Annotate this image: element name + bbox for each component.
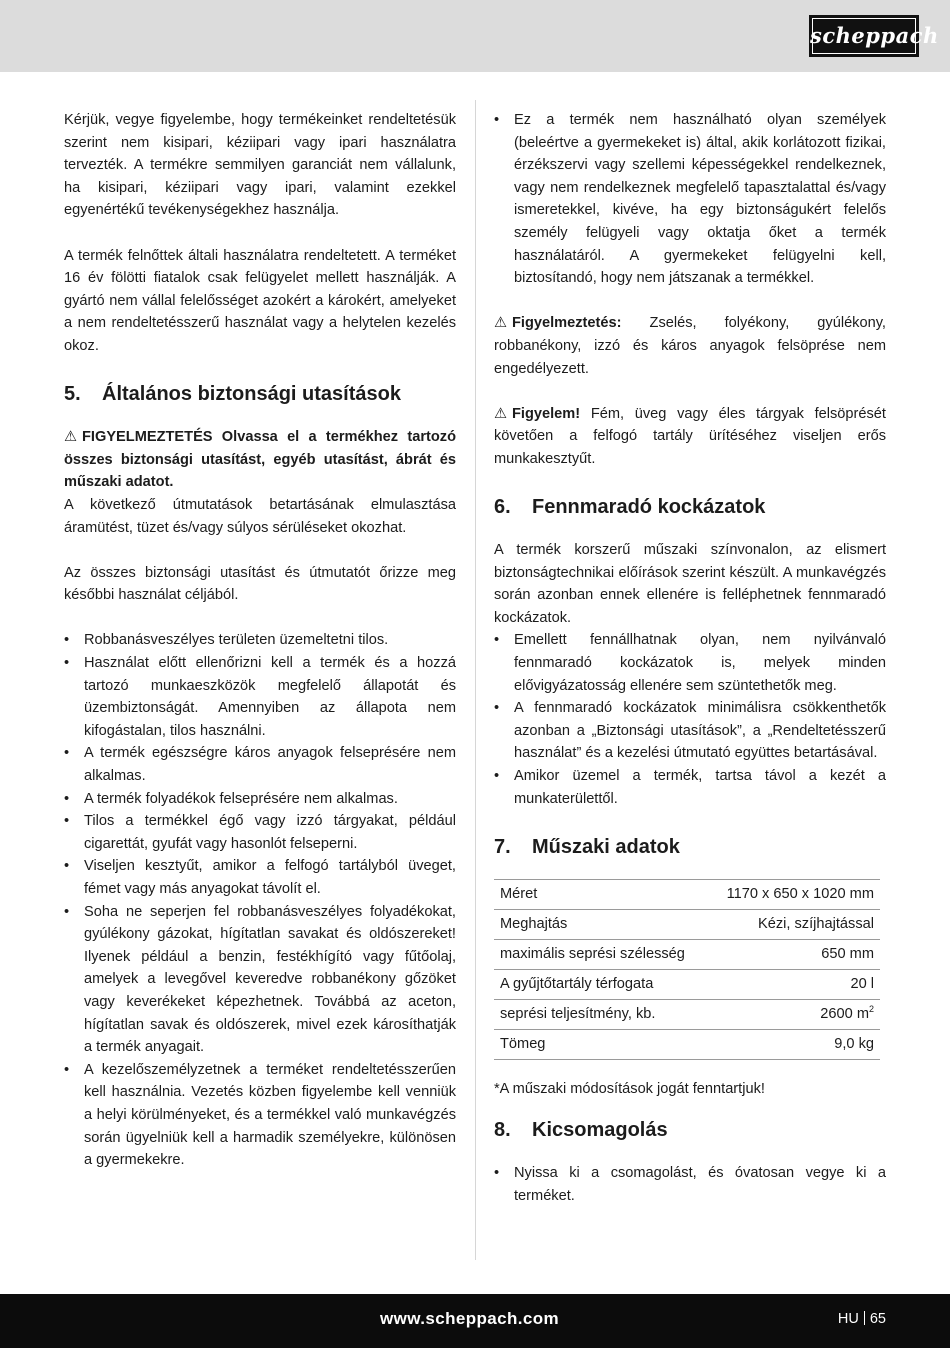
section-heading-5	[64, 380, 456, 408]
safety-bullet-list	[64, 629, 456, 1171]
website-url: www.scheppach.com	[380, 1309, 560, 1328]
page-number: 65	[869, 1311, 886, 1327]
table-row	[494, 939, 880, 969]
section-heading-8	[494, 1116, 886, 1144]
section-heading-6	[494, 493, 886, 521]
technical-data-table	[494, 879, 880, 1060]
table-row	[494, 1029, 880, 1059]
superscript: 2	[868, 1004, 874, 1015]
list-item: • Emellett fennállhatnak olyan, nem nyilvánvaló fennmaradó kockázatok is, melyek minden elővigyázatosság ellenére sem szüntethetők meg.	[494, 629, 886, 697]
section-title: Kicsomagolás	[532, 1119, 668, 1142]
paragraph-intended-use: Kérjük, vegye figyelembe, hogy termékeinket rendeltetésük szerint nem kisipari, kéziipari vagy ipari használatra tervezték. A termékre semmilyen garanciát nem vállalunk, ha kisipari, kéziipari vagy ipari, valamint ezekkel egyenértékű tevékenységekhez használja.	[64, 112, 456, 219]
section-number: 7.	[494, 835, 511, 858]
paragraph-keep-instructions: Az összes biztonsági utasítást és útmutatót őrizze meg későbbi használat céljából.	[64, 564, 456, 604]
warning-text: A következő útmutatások betartásának elmulasztása áramütést, tüzet és/vagy súlyos sérüléseket okozhat.	[64, 496, 456, 536]
spec-label: maximális seprési szélesség	[494, 939, 707, 969]
warning-paragraph	[494, 312, 886, 380]
spec-label: seprési teljesítmény, kb.	[494, 999, 707, 1029]
spec-value: Kézi, szíjhajtással	[707, 909, 880, 939]
column-divider	[475, 100, 476, 1260]
list-item: • Amikor üzemel a termék, tartsa távol a kezét a munkaterülettől.	[494, 765, 886, 810]
caution-text: Fém, üveg vagy éles tárgyak felsöprését követően a felfogó tartály ürítéséhez viseljen erős munkakesztyűt.	[494, 405, 886, 467]
list-item: • Nyissa ki a csomagolást, és óvatosan vegye ki a terméket.	[494, 1162, 886, 1207]
unpacking-list	[494, 1162, 886, 1207]
warning-label: Figyelmeztetés:	[512, 315, 622, 332]
technical-note: *A műszaki módosítások jogát fenntartjuk!	[494, 1080, 765, 1097]
list-item: • A termék folyadékok felseprésére nem alkalmas.	[64, 788, 456, 811]
section-number: 6.	[494, 496, 511, 519]
language-code: HU	[837, 1311, 859, 1327]
spec-label: Tömeg	[494, 1029, 707, 1059]
list-item: • Robbanásveszélyes területen üzemeltetni tilos.	[64, 629, 456, 652]
page-header	[0, 0, 950, 72]
spec-value: 20 l	[707, 969, 880, 999]
warning-triangle-icon: ⚠	[494, 405, 508, 422]
table-row	[494, 909, 880, 939]
page-indicator	[838, 1311, 886, 1327]
spec-value: 650 mm	[707, 939, 880, 969]
spec-value: 9,0 kg	[707, 1029, 880, 1059]
spec-value	[707, 999, 880, 1029]
section-number: 8.	[494, 1119, 511, 1142]
spec-label: A gyűjtőtartály térfogata	[494, 969, 707, 999]
list-item: • Soha ne seperjen fel robbanásveszélyes folyadékokat, gyúlékony gázokat, hígítatlan savakat és oldószereket! Ilyenek például a benzin, festékhígító vagy fűtőolaj, amelyek a levegővel keveredve robbanékony gőzöket vagy keverékeket képezhetnek. Továbbá az aceton, hígítatlan savak és oldószerek, mivel ezek károsíthatják a termék anyagait.	[64, 901, 456, 1059]
separator-bar	[864, 1311, 865, 1325]
section-number: 5.	[64, 383, 81, 406]
list-item: • Viseljen kesztyűt, amikor a felfogó tartályból üveget, fémet vagy más anyagokat távolít el.	[64, 855, 456, 900]
scheppach-logo: scheppach	[809, 15, 919, 57]
list-item: • A kezelőszemélyzetnek a terméket rendeltetésszerűen kell használnia. Vezetés közben figyelembe kell venniük a helyi körülményeket, és a termékkel való munkavégzés során ügyelniük kell a harmadik személyekre, különösen a gyermekekre.	[64, 1059, 456, 1172]
spec-value-text: 2600 m	[820, 1006, 869, 1023]
section-title: Műszaki adatok	[532, 835, 680, 858]
spec-label: Méret	[494, 879, 707, 909]
spec-value: 1170 x 650 x 1020 mm	[707, 879, 880, 909]
section-heading-7	[494, 833, 886, 861]
table-row	[494, 879, 880, 909]
list-item: • Tilos a termékkel égő vagy izzó tárgyakat, például cigarettát, gyufát vagy hasonlót felseperni.	[64, 810, 456, 855]
list-item: • A fennmaradó kockázatok minimálisra csökkenthetők azonban a „Biztonsági utasítások”, a „Rendeltetésszerű használat” és a kezelési útmutató együttes betartásával.	[494, 697, 886, 765]
user-restriction-list	[494, 109, 886, 290]
warning-block	[64, 426, 456, 539]
caution-paragraph	[494, 403, 886, 471]
right-column	[494, 109, 886, 1230]
warning-triangle-icon: ⚠	[64, 429, 78, 446]
list-item: • A termék egészségre káros anyagok felseprésére nem alkalmas.	[64, 742, 456, 787]
table-row	[494, 999, 880, 1029]
residual-risk-paragraph: A termék korszerű műszaki színvonalon, az elismert biztonságtechnikai előírások szerint készült. A munkavégzés során azonban ennek ellenére is felléphetnek fennmaradó kockázatok.	[494, 542, 886, 626]
warning-triangle-icon: ⚠	[494, 315, 508, 332]
warning-bold-text: FIGYELMEZTETÉS Olvassa el a termékhez tartozó összes biztonsági utasítást, egyéb utasítást, ábrát és műszaki adatot.	[64, 429, 456, 491]
section-title: Fennmaradó kockázatok	[532, 496, 766, 519]
warning-text: Zselés, folyékony, gyúlékony, robbanékony, izzó és káros anyagok felsöprése nem engedélyezett.	[494, 315, 886, 377]
paragraph-adult-use: A termék felnőttek általi használatra rendeltetett. A terméket 16 év fölötti fiatalok csak felügyelet mellett használják. A gyártó nem vállal felelősséget azokért a károkért, amelyeket a nem rendeltetésszerű használat vagy a helytelen kezelés okoz.	[64, 247, 456, 354]
warning-heading	[64, 426, 456, 494]
spec-label: Meghajtás	[494, 909, 707, 939]
page-footer	[0, 1294, 950, 1348]
table-row	[494, 969, 880, 999]
caution-label: Figyelem!	[512, 405, 581, 422]
section-title: Általános biztonsági utasítások	[102, 383, 401, 406]
list-item: • Használat előtt ellenőrizni kell a termék és a hozzá tartozó munkaeszközök megfelelő állapotát és üzembiztonságát. Amennyiben az állapota nem kifogástalan, tilos használni.	[64, 652, 456, 742]
left-column	[64, 109, 456, 1194]
list-item: • Ez a termék nem használható olyan személyek (beleértve a gyermekeket is) által, akik korlátozott fizikai, érzékszervi vagy szellemi képességekkel rendelkeznek, vagy nem rendelkeznek megfelelő tapasztalattal és/vagy ismeretekkel, kivéve, ha egy biztonságukért felelős személy felügyeli vagy oktatja őket a termék használatáról. A gyermekeket felügyelni kell, biztosítandó, hogy nem játszanak a termékkel.	[494, 109, 886, 290]
residual-risk-list	[494, 629, 886, 810]
